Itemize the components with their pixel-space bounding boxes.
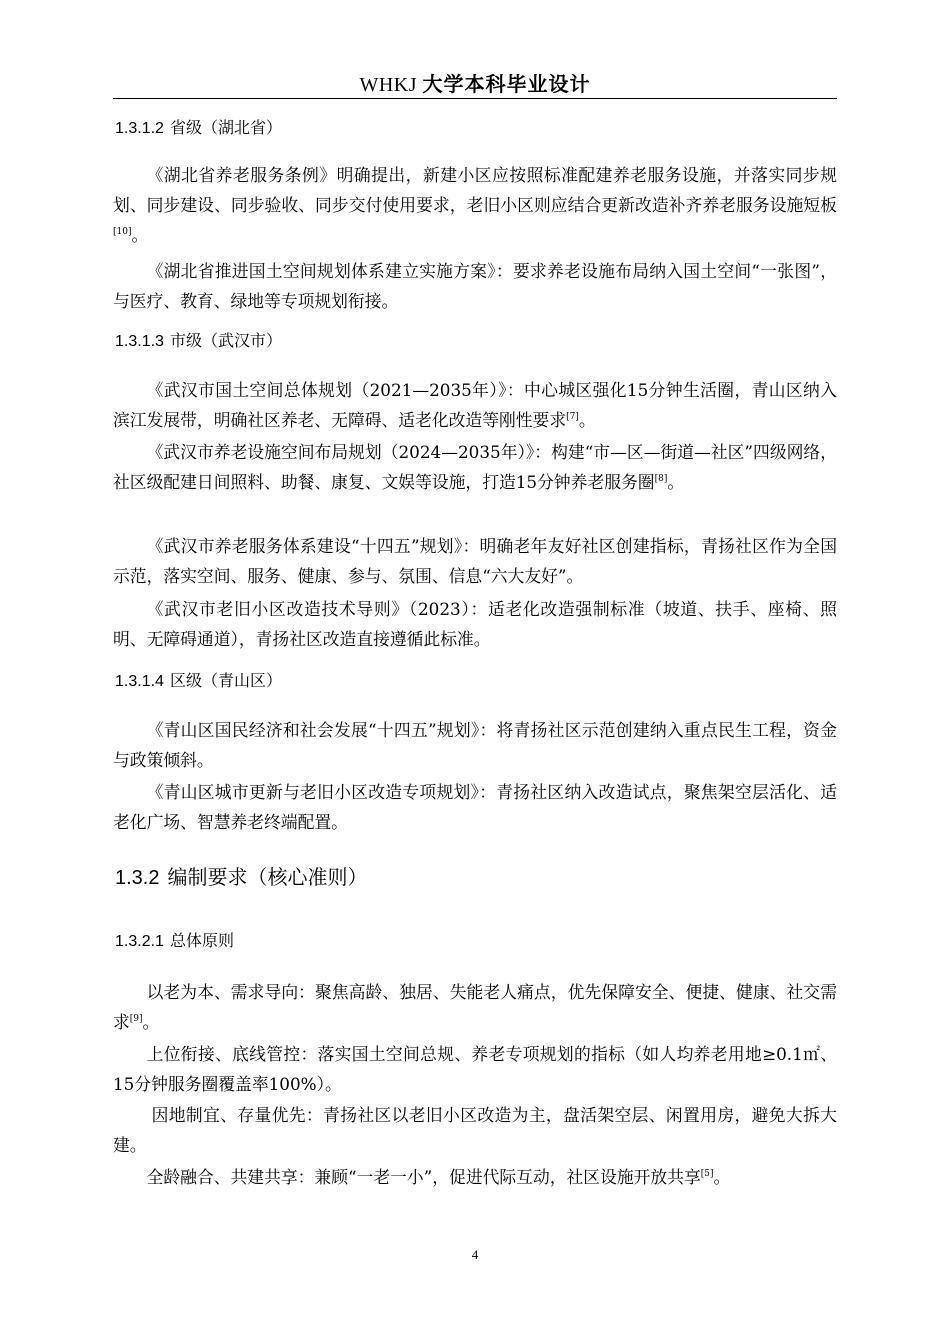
section-title: 编制要求（核心准则）	[167, 865, 368, 889]
header-title	[0, 70, 950, 99]
paragraph-text: 《武汉市国土空间总体规划（2021—2035年）》：中心城区强化15分钟生活圈，青山区纳入滨江发展带，明确社区养老、无障碍、适老化改造等刚性要求	[113, 380, 837, 430]
header-rule	[113, 98, 837, 99]
paragraph-text: 《武汉市老旧小区改造技术导则》（2023）：适老化改造强制标准（坡道、扶手、座椅、照明、无障碍通道），青扬社区改造直接遵循此标准。	[113, 599, 837, 649]
paragraph	[113, 777, 837, 837]
paragraph	[113, 437, 837, 497]
paragraph-text: 《武汉市养老设施空间布局规划（2024—2035年）》：构建“市—区—街道—社区”四级网络，社区级配建日间照料、助餐、康复、文娱等设施，打造15分钟养老服务圈	[113, 442, 837, 492]
paragraph-text: 上位衔接、底线管控：落实国土空间总规、养老专项规划的指标（如人均养老用地≥0.1㎡、15分钟服务圈覆盖率100%）。	[113, 1044, 837, 1094]
section-number: 1.3.1.3	[115, 333, 164, 350]
paragraph	[113, 1039, 837, 1099]
paragraph	[113, 594, 837, 654]
section-title: 区级（青山区）	[169, 671, 282, 690]
paragraph-tail: 。	[131, 225, 149, 245]
section-heading-1-3-2	[115, 863, 367, 892]
paragraph-text: 以老为本、需求导向：聚焦高龄、独居、失能老人痛点，优先保障安全、便捷、健康、社交需求	[113, 982, 837, 1032]
section-heading-1-3-1-3	[115, 329, 282, 354]
paragraph-text: 《青山区城市更新与老旧小区改造专项规划》：青扬社区纳入改造试点，聚焦架空层活化、适老化广场、智慧养老终端配置。	[113, 782, 837, 832]
paragraph	[113, 160, 837, 250]
header-title-latin: WHKJ	[359, 74, 423, 96]
section-number: 1.3.2	[115, 867, 160, 889]
paragraph-tail: 。	[713, 1167, 731, 1187]
section-heading-1-3-1-2	[115, 116, 282, 141]
paragraph	[113, 715, 837, 775]
section-number: 1.3.1.2	[115, 120, 164, 137]
paragraph	[113, 256, 837, 316]
paragraph-text: 因地制宜、存量优先：青扬社区以老旧小区改造为主，盘活架空层、闲置用房，避免大拆大建。	[113, 1105, 837, 1155]
section-heading-1-3-2-1	[115, 929, 234, 954]
paragraph	[113, 1162, 837, 1192]
citation: [5]	[700, 1169, 714, 1179]
paragraph-text: 《武汉市养老服务体系建设“十四五”规划》：明确老年友好社区创建指标，青扬社区作为全国示范，落实空间、服务、健康、参与、氛围、信息“六大友好”。	[113, 536, 837, 586]
paragraph-tail: 。	[142, 1012, 160, 1032]
paragraph	[113, 375, 837, 435]
citation: [8]	[654, 474, 668, 484]
paragraph	[113, 531, 837, 591]
paragraph-tail: 。	[667, 472, 685, 492]
section-title: 市级（武汉市）	[169, 331, 282, 350]
section-number: 1.3.1.4	[115, 673, 164, 690]
section-title: 总体原则	[169, 931, 234, 950]
header-title-cjk: 大学本科毕业设计	[422, 72, 591, 96]
page-number: 4	[471, 1247, 479, 1262]
paragraph-tail: 。	[578, 410, 596, 430]
paragraph	[113, 977, 837, 1037]
citation: [9]	[129, 1014, 143, 1024]
paragraph-text: 《湖北省养老服务条例》明确提出，新建小区应按照标准配建养老服务设施，并落实同步规划、同步建设、同步验收、同步交付使用要求，老旧小区则应结合更新改造补齐养老服务设施短板	[113, 165, 837, 215]
paragraph	[113, 1100, 837, 1160]
paragraph-text: 《青山区国民经济和社会发展“十四五”规划》：将青扬社区示范创建纳入重点民生工程，资金与政策倾斜。	[113, 720, 837, 770]
paragraph-text: 《湖北省推进国土空间规划体系建立实施方案》：要求养老设施布局纳入国土空间“一张图”，与医疗、教育、绿地等专项规划衔接。	[113, 261, 837, 311]
paragraph-text: 全龄融合、共建共享：兼顾“一老一小”，促进代际互动，社区设施开放共享	[146, 1167, 701, 1187]
section-heading-1-3-1-4	[115, 669, 282, 694]
section-title: 省级（湖北省）	[169, 118, 282, 137]
citation: [10]	[113, 227, 132, 237]
citation: [7]	[566, 412, 579, 422]
section-number: 1.3.2.1	[115, 933, 164, 950]
